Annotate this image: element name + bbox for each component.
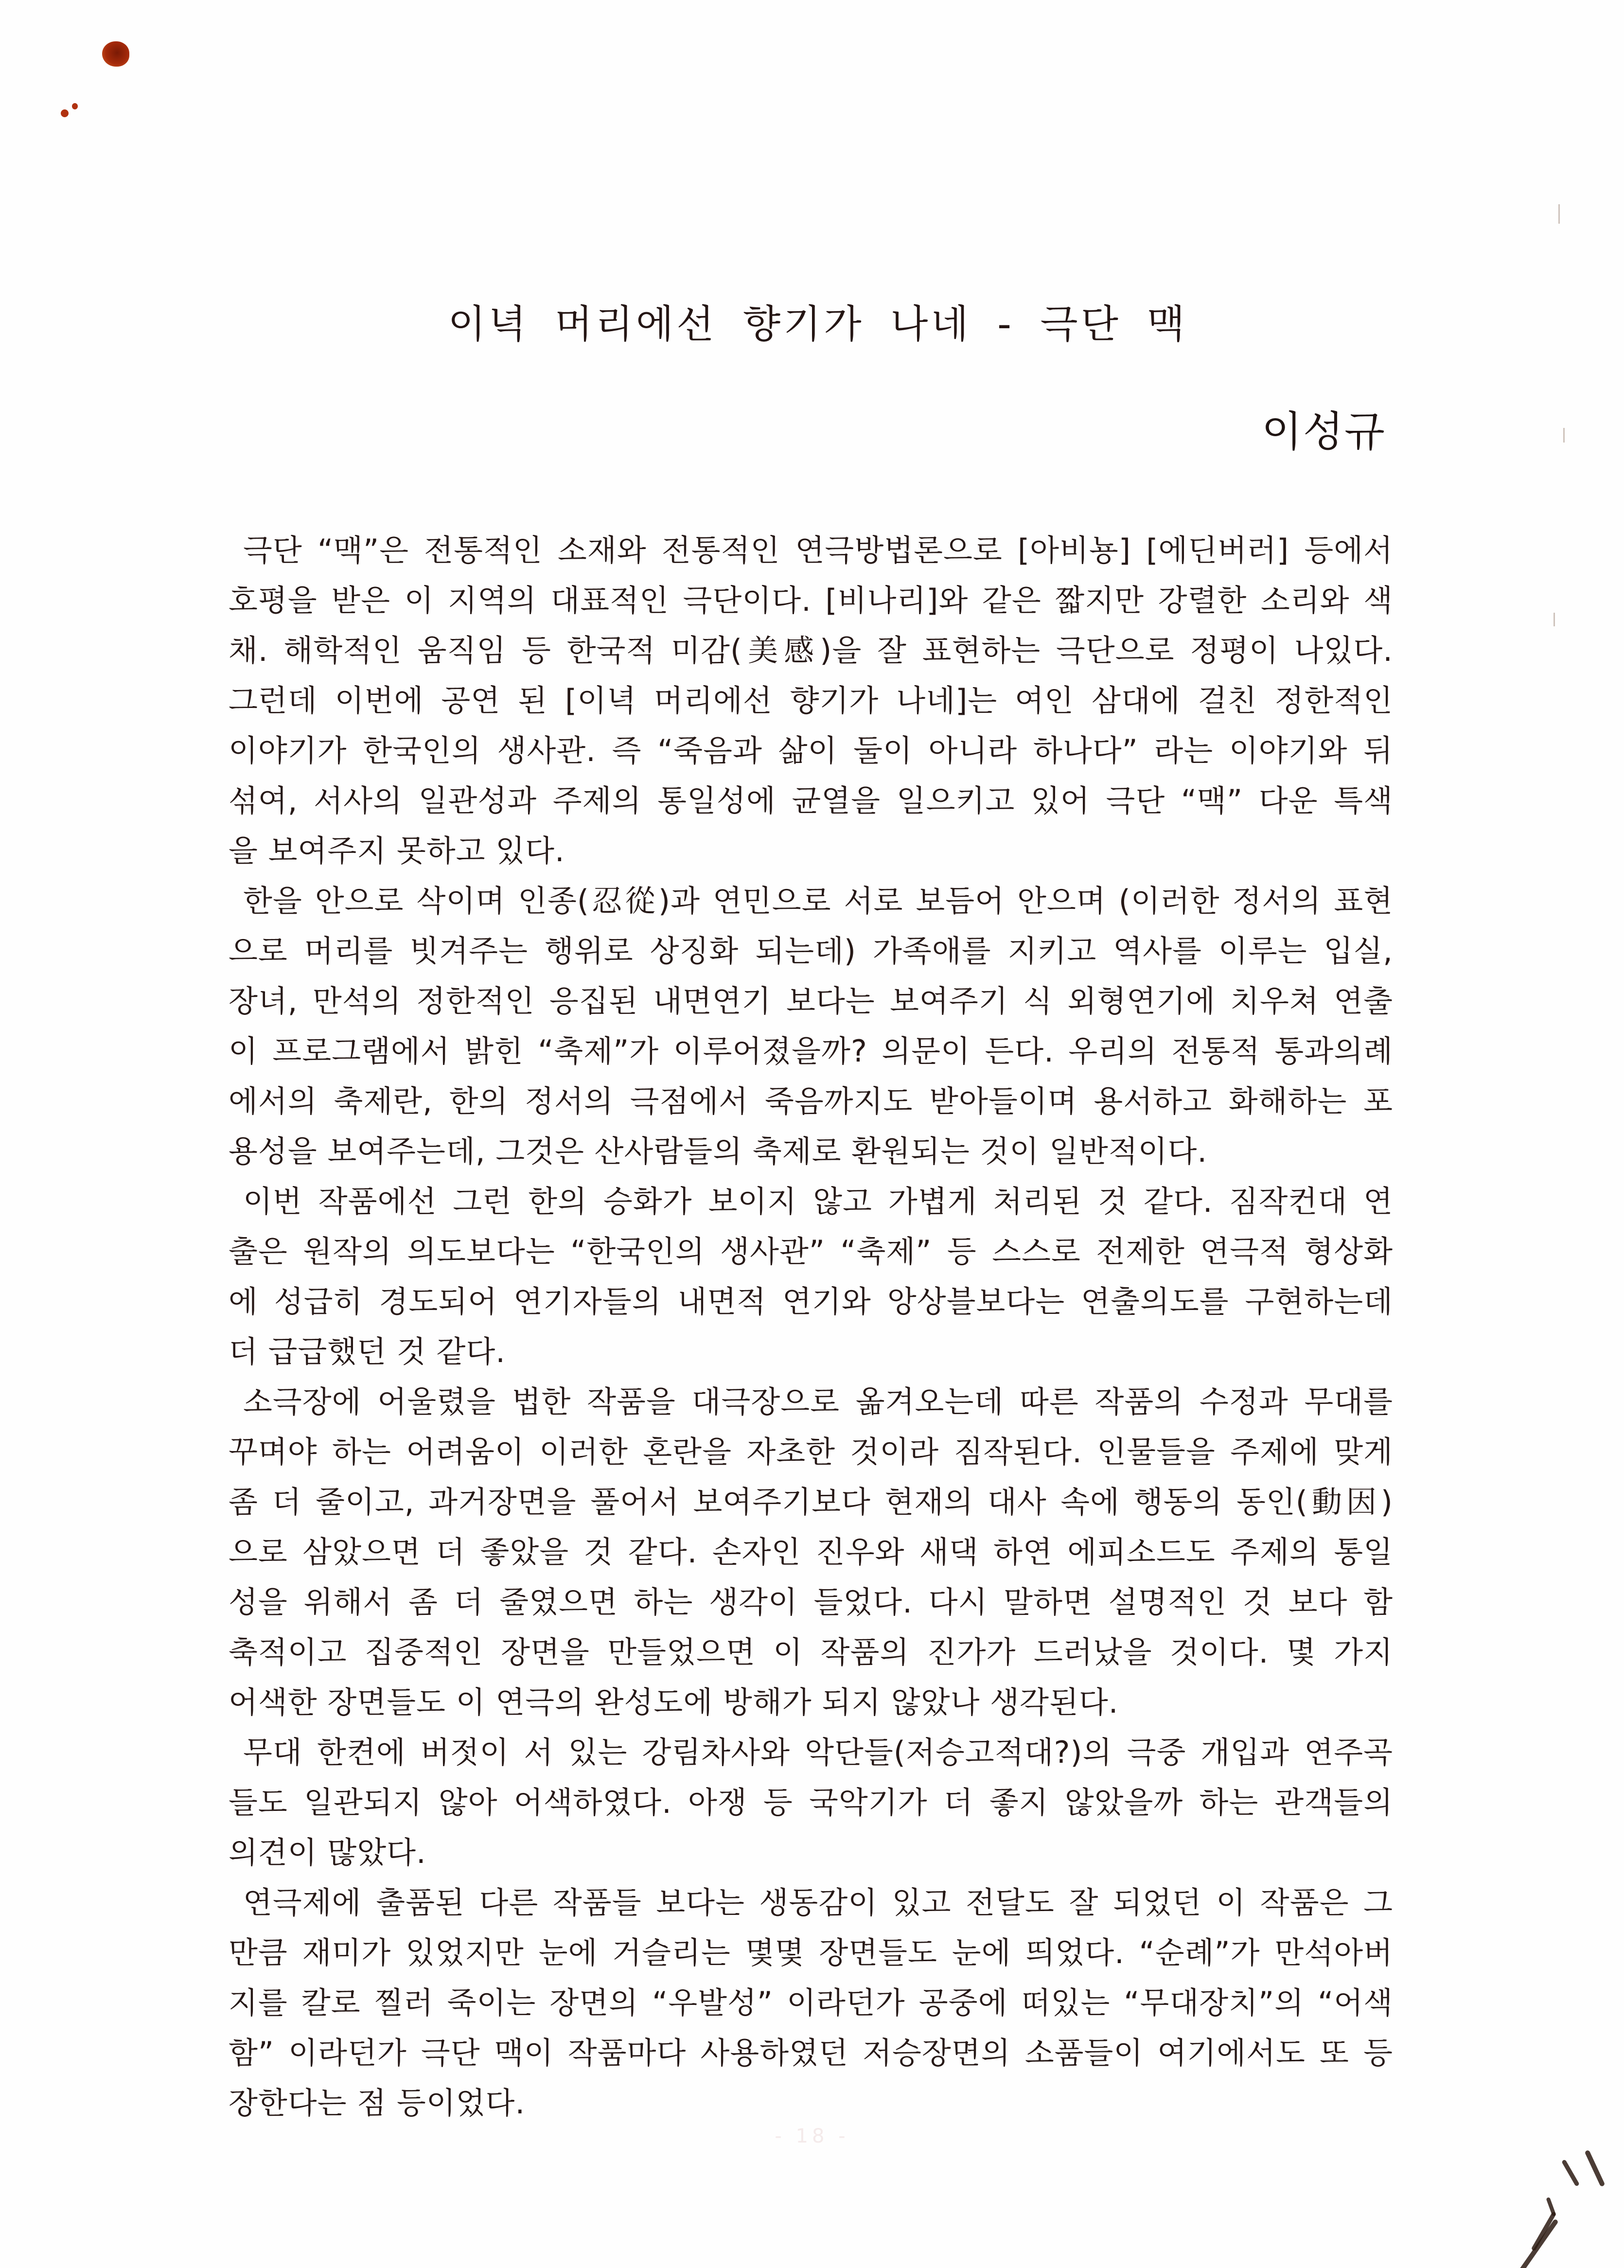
text-line: 만큼 재미가 있었지만 눈에 거슬리는 몇몇 장면들도 눈에 띄었다. “순례”가 만석아버 (229, 1935, 1393, 1970)
text-line: 꾸며야 하는 어려움이 이러한 혼란을 자초한 것이라 짐작된다. 인물들을 주제에 맞게 (229, 1434, 1393, 1470)
text-line: 에 성급히 경도되어 연기자들의 내면적 연기와 앙상블보다는 연출의도를 구현하는데 (229, 1284, 1393, 1319)
text-line: 장녀, 만석의 정한적인 응집된 내면연기 보다는 보여주기 식 외형연기에 치우쳐 연출 (229, 983, 1393, 1019)
text-line: 축적이고 집중적인 장면을 만들었으면 이 작품의 진가가 드러났을 것이다. 몇 가지 (229, 1634, 1393, 1670)
text-line: 출은 원작의 의도보다는 “한국인의 생사관” “축제” 등 스스로 전제한 연극적 형상화 (229, 1234, 1393, 1269)
ink-stain-mark (102, 41, 129, 67)
text-line: 장한다는 점 등이었다. (229, 2085, 526, 2121)
paper-edge-mark (1553, 613, 1555, 626)
paper-edge-mark (1563, 428, 1565, 443)
ink-stain-dot (72, 103, 78, 109)
text-line: 한을 안으로 삭이며 인종(忍從)과 연민으로 서로 보듬어 안으며 (이러한 정서의 표현 (243, 883, 1393, 919)
text-line: 으로 삼았으면 더 좋았을 것 같다. 손자인 진우와 새댁 하연 에피소드도 주제의 통일 (229, 1534, 1393, 1570)
article-title: 이녁 머리에선 향기가 나네 - 극단 맥 (448, 301, 1188, 347)
text-line: 에서의 축제란, 한의 정서의 극점에서 죽음까지도 받아들이며 용서하고 화해하는 포 (229, 1083, 1393, 1119)
text-line: 으로 머리를 빗겨주는 행위로 상징화 되는데) 가족애를 지키고 역사를 이루는 입실, (229, 933, 1393, 969)
text-line: 지를 칼로 찔러 죽이는 장면의 “우발성” 이라던가 공중에 떠있는 “무대장치”의 “어색 (229, 1985, 1393, 2020)
page-number: - 18 - (775, 2125, 849, 2147)
text-line: 연극제에 출품된 다른 작품들 보다는 생동감이 있고 전달도 잘 되었던 이 작품은 그 (243, 1885, 1393, 1920)
text-line: 극단 “맥”은 전통적인 소재와 전통적인 연극방법론으로 [아비뇽] [에딘버러] 등에서 (243, 532, 1393, 568)
text-line: 채. 해학적인 움직임 등 한국적 미감(美感)을 잘 표현하는 극단으로 정평이 나있다. (229, 633, 1393, 668)
text-line: 이야기가 한국인의 생사관. 즉 “죽음과 삶이 둘이 아니라 하나다” 라는 이야기와 뒤 (229, 733, 1393, 768)
ink-stain-dot (61, 109, 69, 117)
text-line: 용성을 보여주는데, 그것은 산사람들의 축제로 환원되는 것이 일반적이다. (229, 1134, 1208, 1169)
text-line: 들도 일관되지 않아 어색하였다. 아쟁 등 국악기가 더 좋지 않았을까 하는 관객들의 (229, 1785, 1393, 1820)
text-line: 호평을 받은 이 지역의 대표적인 극단이다. [비나리]와 같은 짧지만 강렬한 소리와 색 (229, 583, 1393, 618)
text-line: 소극장에 어울렸을 법한 작품을 대극장으로 옮겨오는데 따른 작품의 수정과 무대를 (243, 1384, 1393, 1419)
torn-corner-mark (1478, 2108, 1624, 2268)
text-line: 이번 작품에선 그런 한의 승화가 보이지 않고 가볍게 처리된 것 같다. 짐작컨대 연 (243, 1184, 1393, 1219)
author-name: 이성규 (1261, 408, 1386, 456)
article-body (229, 525, 1393, 2128)
text-line: 성을 위해서 좀 더 줄였으면 하는 생각이 들었다. 다시 말하면 설명적인 것 보다 함 (229, 1584, 1393, 1620)
text-line: 더 급급했던 것 같다. (229, 1334, 506, 1369)
text-line: 좀 더 줄이고, 과거장면을 풀어서 보여주기보다 현재의 대사 속에 행동의 동인(動因) (229, 1484, 1393, 1520)
paper-edge-mark (1558, 204, 1560, 224)
text-line: 을 보여주지 못하고 있다. (229, 833, 565, 868)
text-line: 함” 이라던가 극단 맥이 작품마다 사용하였던 저승장면의 소품들이 여기에서도 또 등 (229, 2035, 1393, 2071)
text-line: 그런데 이번에 공연 된 [이녁 머리에선 향기가 나네]는 여인 삼대에 걸친 정한적인 (229, 683, 1393, 718)
text-line: 섞여, 서사의 일관성과 주제의 통일성에 균열을 일으키고 있어 극단 “맥” 다운 특색 (229, 783, 1393, 818)
text-line: 의견이 많았다. (229, 1835, 426, 1870)
text-line: 이 프로그램에서 밝힌 “축제”가 이루어졌을까? 의문이 든다. 우리의 전통적 통과의례 (229, 1033, 1393, 1069)
text-line: 어색한 장면들도 이 연극의 완성도에 방해가 되지 않았나 생각된다. (229, 1684, 1119, 1720)
text-line: 무대 한켠에 버젓이 서 있는 강림차사와 악단들(저승고적대?)의 극중 개입과 연주곡 (243, 1735, 1393, 1770)
